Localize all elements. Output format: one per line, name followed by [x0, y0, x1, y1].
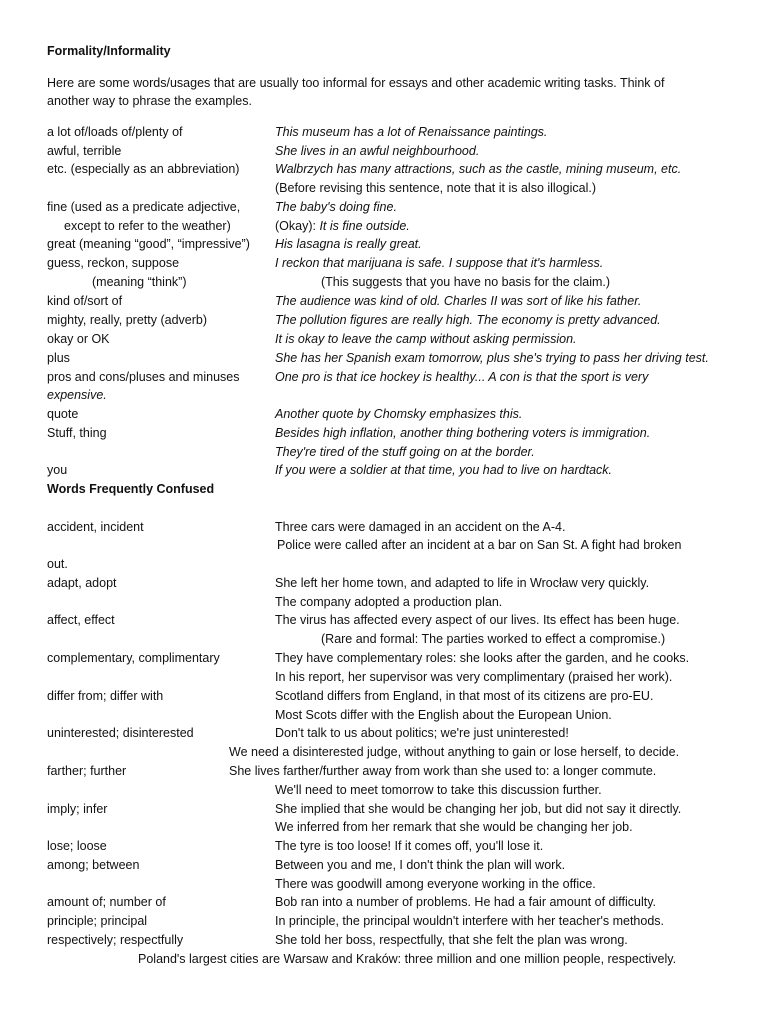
informal-example: One pro is that ice hockey is healthy... A con is that the sport is very: [275, 370, 649, 384]
informal-example: The audience was kind of old. Charles II was sort of like his father.: [275, 294, 642, 308]
informal-term: kind of/sort of: [47, 294, 123, 308]
informal-term: awful, terrible: [47, 144, 122, 158]
okay-prefix: (Okay):: [275, 219, 320, 233]
informal-example: I reckon that marijuana is safe. I suppose that it's harmless.: [275, 256, 604, 270]
confused-example: Poland's largest cities are Warsaw and Kraków: three million and one million people, respectively.: [138, 952, 677, 966]
confused-term: lose; loose: [47, 839, 107, 853]
informal-term: pros and cons/pluses and minuses: [47, 370, 240, 384]
informal-example: She lives in an awful neighbourhood.: [275, 144, 480, 158]
informal-term: you: [47, 463, 68, 477]
informal-term: fine (used as a predicate adjective,: [47, 200, 241, 214]
confused-example: There was goodwill among everyone working in the office.: [275, 877, 596, 891]
confused-term: differ from; differ with: [47, 689, 164, 703]
informal-term: etc. (especially as an abbreviation): [47, 162, 240, 176]
confused-example: The tyre is too loose! If it comes off, you'll lose it.: [275, 839, 544, 853]
confused-example: We inferred from her remark that she would be changing her job.: [275, 820, 633, 834]
confused-example: Bob ran into a number of problems. He had a fair amount of difficulty.: [275, 895, 656, 909]
confused-example: We'll need to meet tomorrow to take this discussion further.: [275, 783, 602, 797]
confused-example: Don't talk to us about politics; we're just uninterested!: [275, 726, 569, 740]
okay-example: It is fine outside.: [319, 219, 410, 233]
confused-term: imply; infer: [47, 802, 108, 816]
intro-line-2: another way to phrase the examples.: [47, 94, 252, 108]
confused-example: The virus has affected every aspect of our lives. Its effect has been huge.: [275, 613, 680, 627]
confused-example: She left her home town, and adapted to life in Wrocław very quickly.: [275, 576, 650, 590]
confused-example: Police were called after an incident at a bar on San St. A fight had broken: [277, 538, 682, 552]
confused-example: In principle, the principal wouldn't interfere with her teacher's methods.: [275, 914, 665, 928]
confused-note: (Rare and formal: The parties worked to effect a compromise.): [321, 632, 666, 646]
confused-example: Most Scots differ with the English about the European Union.: [275, 708, 612, 722]
informal-term-cont: except to refer to the weather): [64, 219, 231, 233]
informal-term: guess, reckon, suppose: [47, 256, 180, 270]
confused-term: uninterested; disinterested: [47, 726, 194, 740]
confused-example: In his report, her supervisor was very complimentary (praised her work).: [275, 670, 673, 684]
confused-term: respectively; respectfully: [47, 933, 184, 947]
informal-example: Besides high inflation, another thing bothering voters is immigration.: [275, 426, 651, 440]
informal-term-cont: (meaning “think”): [92, 275, 187, 289]
confused-example: We need a disinterested judge, without anything to gain or lose herself, to decide.: [229, 745, 680, 759]
informal-example: If you were a soldier at that time, you had to live on hardtack.: [275, 463, 612, 477]
confused-example: The company adopted a production plan.: [275, 595, 503, 609]
informal-example: The pollution figures are really high. The economy is pretty advanced.: [275, 313, 661, 327]
confused-term: adapt, adopt: [47, 576, 117, 590]
informal-term: plus: [47, 351, 70, 365]
informal-example: [275, 217, 410, 235]
informal-term: great (meaning “good”, “impressive”): [47, 237, 250, 251]
confused-term: among; between: [47, 858, 140, 872]
confused-term: affect, effect: [47, 613, 115, 627]
informal-note: (This suggests that you have no basis for the claim.): [321, 275, 611, 289]
confused-example: Scotland differs from England, in that most of its citizens are pro-EU.: [275, 689, 654, 703]
confused-example: She lives farther/further away from work than she used to: a longer commute.: [229, 764, 657, 778]
confused-term: principle; principal: [47, 914, 148, 928]
informal-example: They're tired of the stuff going on at the border.: [275, 445, 535, 459]
informal-term: quote: [47, 407, 79, 421]
informal-example-cont: expensive.: [47, 388, 107, 402]
informal-example: Walbrzych has many attractions, such as the castle, mining museum, etc.: [275, 162, 682, 176]
confused-example: She implied that she would be changing her job, but did not say it directly.: [275, 802, 682, 816]
confused-term: amount of; number of: [47, 895, 166, 909]
confused-term: farther; further: [47, 764, 127, 778]
confused-example: She told her boss, respectfully, that she felt the plan was wrong.: [275, 933, 628, 947]
informal-term: mighty, really, pretty (adverb): [47, 313, 208, 327]
informal-example: The baby's doing fine.: [275, 200, 397, 214]
confused-term: complementary, complimentary: [47, 651, 220, 665]
informal-term: Stuff, thing: [47, 426, 107, 440]
informal-term: okay or OK: [47, 332, 110, 346]
section-title-formality: Formality/Informality: [47, 44, 171, 58]
confused-example: Between you and me, I don't think the plan will work.: [275, 858, 566, 872]
informal-example: Another quote by Chomsky emphasizes this.: [275, 407, 523, 421]
intro-line-1: Here are some words/usages that are usually too informal for essays and other academic writing tasks. Think of: [47, 76, 665, 90]
informal-example: This museum has a lot of Renaissance paintings.: [275, 125, 548, 139]
informal-example: She has her Spanish exam tomorrow, plus she's trying to pass her driving test.: [275, 351, 709, 365]
informal-example: It is okay to leave the camp without asking permission.: [275, 332, 577, 346]
section-title-confused: Words Frequently Confused: [47, 482, 215, 496]
informal-note: (Before revising this sentence, note that it is also illogical.): [275, 181, 596, 195]
informal-term: a lot of/loads of/plenty of: [47, 125, 183, 139]
confused-example-cont: out.: [47, 557, 68, 571]
confused-example: Three cars were damaged in an accident on the A-4.: [275, 520, 566, 534]
confused-term: accident, incident: [47, 520, 144, 534]
informal-example: His lasagna is really great.: [275, 237, 422, 251]
confused-example: They have complementary roles: she looks after the garden, and he cooks.: [275, 651, 690, 665]
